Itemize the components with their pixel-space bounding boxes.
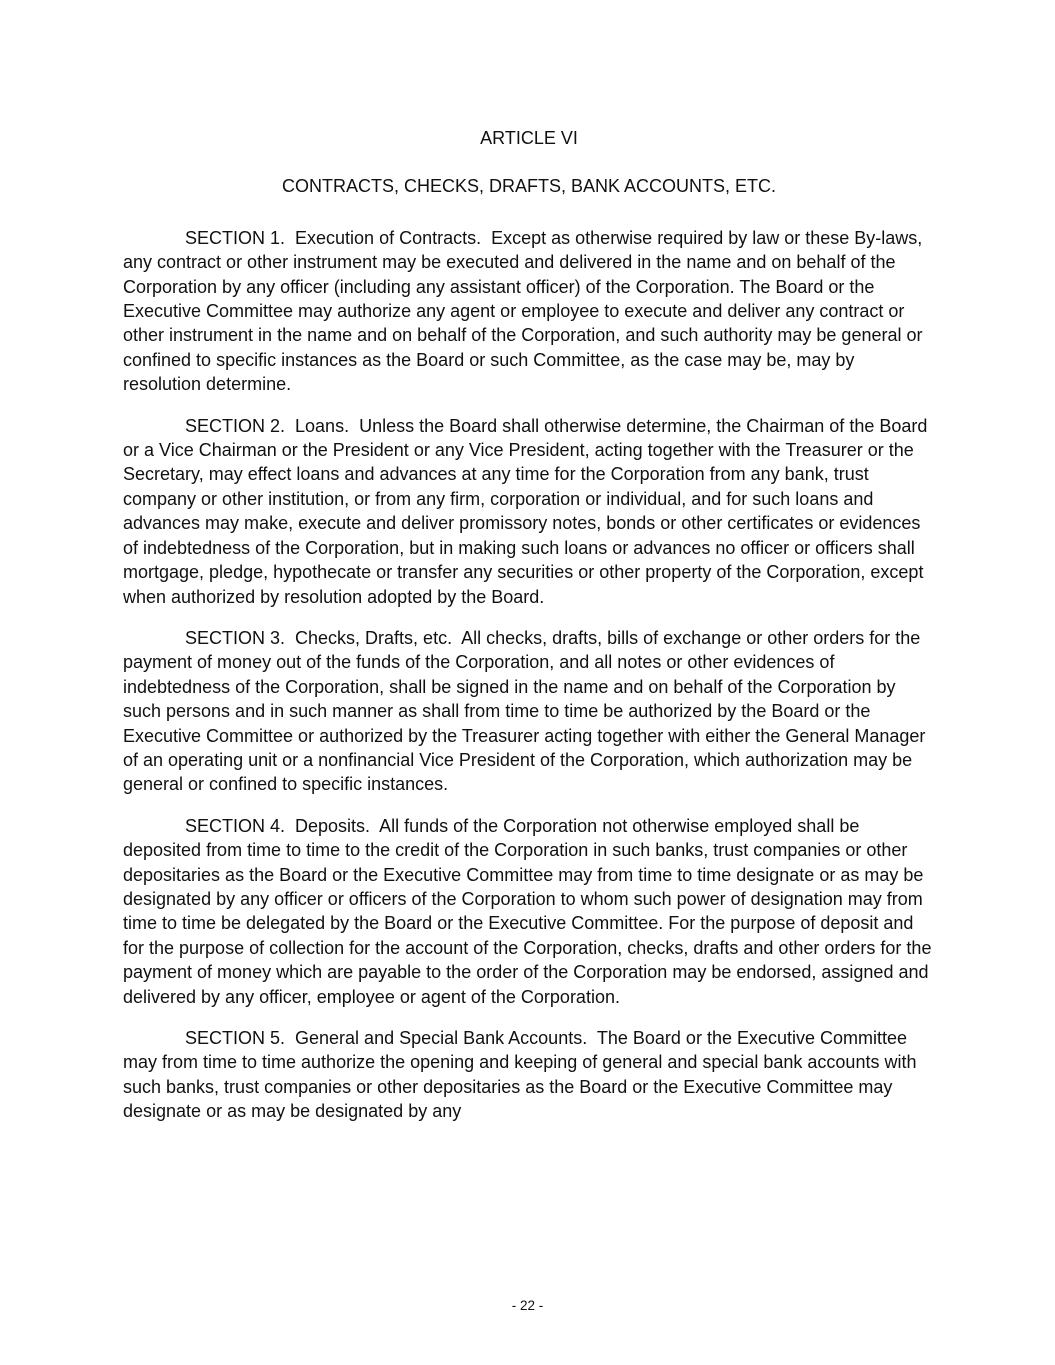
paragraph-section-1: SECTION 1. Execution of Contracts. Except as otherwise required by law or these By-laws, any contract or other instrument may be executed and delivered in the name and on behalf of the Corporation by any officer (including any assistant officer) of the Corporation. The Board or the Executive Committee may authorize any agent or employee to execute and deliver any contract or other instrument in the name and on behalf of the Corporation, and such authority may be general or confined to specific instances as the Board or such Committee, as the case may be, may by resolution determine. xyxy=(123,227,928,395)
article-subtitle: CONTRACTS, CHECKS, DRAFTS, BANK ACCOUNTS, ETC. xyxy=(281,176,777,197)
paragraph-section-3: SECTION 3. Checks, Drafts, etc. All checks, drafts, bills of exchange or other orders for the payment of money out of the funds of the Corporation, and all notes or other evidences of indebtedness of the Corporation, shall be signed in the name and on behalf of the Corporation by such persons and in such manner as shall from time to time be authorized by the Board or the Executive Committee or authorized by the Treasurer acting together with either the General Manager of an operating unit or a nonfinancial Vice President of the Corporation, which authorization may be general or confined to specific instances. xyxy=(123,627,931,795)
page-number: - 22 - xyxy=(511,1298,544,1313)
paragraph-section-2: SECTION 2. Loans. Unless the Board shall otherwise determine, the Chairman of the Board or a Vice Chairman or the President or any Vice President, acting together with the Treasurer or the Secretary, may effect loans and advances at any time for the Corporation from any bank, trust company or other institution, or from any firm, corporation or individual, and for such loans and advances may make, execute and deliver promissory notes, bonds or other certificates or evidences of indebtedness of the Corporation, but in making such loans or advances no officer or officers shall mortgage, pledge, hypothecate or transfer any securities or other property of the Corporation, except when authorized by resolution adopted by the Board. xyxy=(123,415,933,607)
article-title: ARTICLE VI xyxy=(480,128,578,148)
paragraph-section-5: SECTION 5. General and Special Bank Accounts. The Board or the Executive Committee may from time to time authorize the opening and keeping of general and special bank accounts with such banks, trust companies or other depositaries as the Board or the Executive Committee may designate or as may be designated by any xyxy=(123,1028,922,1122)
paragraph-section-4: SECTION 4. Deposits. All funds of the Corporation not otherwise employed shall be deposited from time to time to the credit of the Corporation in such banks, trust companies or other depositaries as the Board or the Executive Committee may from time to time designate or as may be designated by any officer or officers of the Corporation to whom such power of designation may from time to time be delegated by the Board or the Executive Committee. For the purpose of deposit and for the purpose of collection for the account of the Corporation, checks, drafts and other orders for the payment of money which are payable to the order of the Corporation may be endorsed, assigned and delivered by any officer, employee or agent of the Corporation. xyxy=(123,815,937,1007)
document-content xyxy=(123,126,935,1141)
